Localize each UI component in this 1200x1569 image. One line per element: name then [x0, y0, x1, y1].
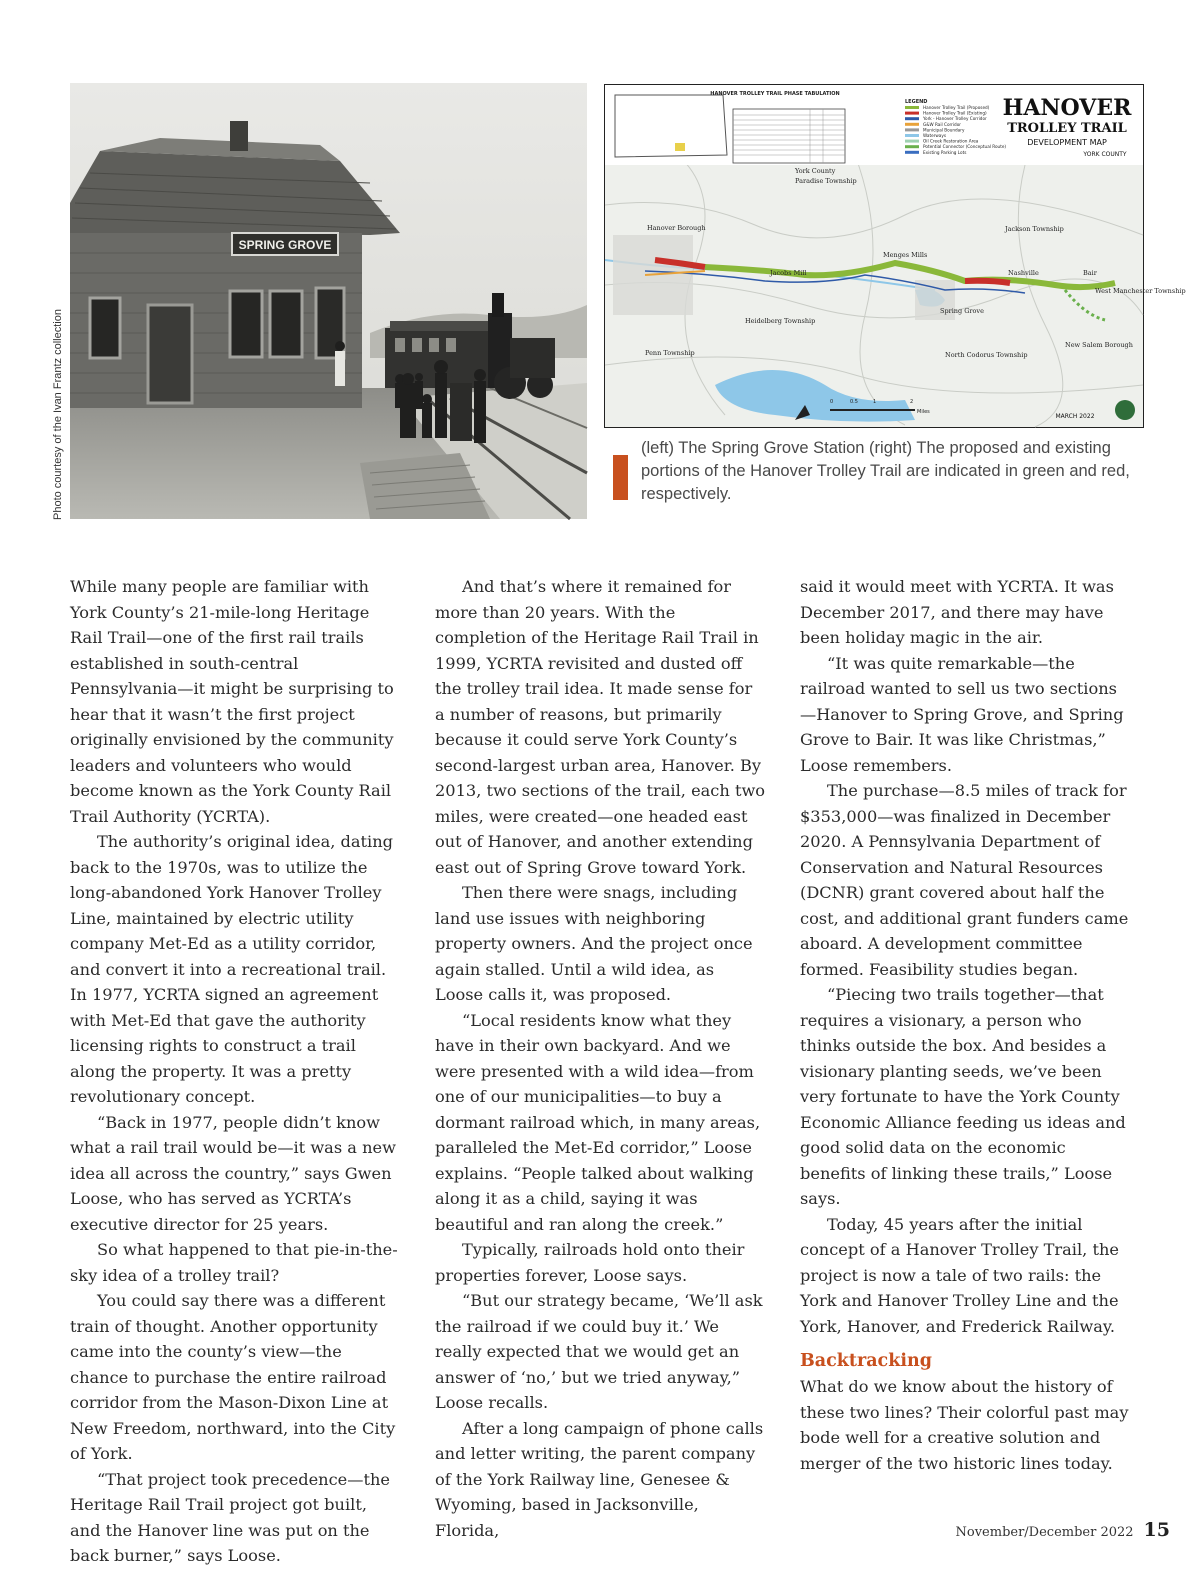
- legend-label: Oil Creek Restoration Area: [923, 138, 979, 144]
- map-place-label: Penn Township: [645, 349, 695, 357]
- paragraph: After a long campaign of phone calls and letter writing, the parent company of the York Railway line, Genesee & Wyoming, based in Jacksonville, Florida,: [435, 1418, 764, 1540]
- paragraph: Then there were snags, including land use issues with neighboring property owners. And the project once again stalled. Until a wild idea, as Loose calls it, was proposed.: [435, 883, 753, 1004]
- svg-text:2: 2: [910, 399, 914, 405]
- paragraph: So what happened to that pie-in-the-sky idea of a trolley trail?: [70, 1240, 398, 1285]
- article-column-2: [435, 574, 767, 1543]
- spring-grove-station-photo: [70, 83, 587, 519]
- paragraph: What do we know about the history of these two lines? Their colorful past may bode well for a creative solution and merger of the two historic lines today.: [800, 1377, 1129, 1473]
- paragraph: “But our strategy became, ‘We’ll ask the railroad if we could buy it.’ We really expected that we would get an answer of ‘no,’ but we tried anyway,” Loose recalls.: [435, 1291, 763, 1412]
- article-column-1: [70, 574, 402, 1569]
- legend-label: Hanover Trolley Trail (Existing): [923, 110, 987, 116]
- paragraph: said it would meet with YCRTA. It was December 2017, and there may have been holiday magic in the air.: [800, 577, 1114, 647]
- caption-accent-bar: [613, 455, 628, 500]
- legend-label: York - Hanover Trolley Corridor: [923, 116, 987, 122]
- legend-swatch: [905, 151, 919, 154]
- page-number: 15: [1143, 1519, 1170, 1541]
- legend-label: Hanover Trolley Trail (Proposed): [923, 105, 990, 110]
- photo-caption: (left) The Spring Grove Station (right) The proposed and existing portions of the Hanover Trolley Trail are indicated in green and red, respectively.: [641, 439, 1130, 503]
- trail-development-map: [604, 84, 1186, 428]
- legend-label: Potential Connector (Conceptual Route): [923, 144, 1007, 150]
- map-place-label: Jacobs Mill: [770, 269, 807, 277]
- map-legend-title: LEGEND: [905, 99, 928, 105]
- legend-swatch: [905, 140, 919, 143]
- map-subtitle: DEVELOPMENT MAP: [1027, 138, 1107, 147]
- photo-credit: Photo courtesy of the Ivan Frantz collection: [52, 309, 64, 520]
- paragraph: The purchase—8.5 miles of track for $353,000—was finalized in December 2020. A Pennsylvania Department of Conservation and Natural Resources (DCNR) grant covered about half the cost, and additional grant funders came aboard. A development committee formed. Feasibility studies began.: [800, 781, 1129, 979]
- map-place-label: New Salem Borough: [1065, 341, 1133, 349]
- paragraph: Typically, railroads hold onto their properties forever, Loose says.: [435, 1240, 745, 1285]
- legend-swatch: [905, 123, 919, 126]
- paragraph: “Piecing two trails together—that requires a visionary, a person who thinks outside the box. And besides a visionary planting seeds, we’ve been very fortunate to have the York County Economic Alliance feeding us ideas and good solid data on the economic benefits of linking these trails,” Loose says.: [800, 985, 1126, 1208]
- legend-label: Waterways: [923, 133, 947, 138]
- paragraph: “That project took precedence—the Heritage Rail Trail project got built, and the Hanover line was put on the back burner,” says Loose.: [70, 1469, 390, 1565]
- issue-label: November/December 2022: [955, 1525, 1134, 1540]
- legend-label: G&W Rail Corridor: [923, 121, 961, 127]
- legend-swatch: [905, 106, 919, 109]
- map-title-1: HANOVER: [1002, 95, 1132, 121]
- map-place-label: Paradise Township: [795, 177, 857, 185]
- map-place-label: Jackson Township: [1005, 225, 1064, 233]
- trail-existing-spring-grove: [965, 281, 1010, 283]
- legend-swatch: [905, 134, 919, 137]
- legend-swatch: [905, 145, 919, 148]
- section-heading: Backtracking: [800, 1351, 932, 1371]
- map-place-label: Nashville: [1008, 269, 1039, 277]
- paragraph: Today, 45 years after the initial concept of a Hanover Trolley Trail, the project is now a tale of two rails: the York and Hanover Trolley Line and the York, Hanover, and Frederick Railway.: [800, 1214, 1119, 1336]
- paragraph: “Back in 1977, people didn’t know what a rail trail would be—it was a new idea all across the country,” says Gwen Loose, who has served as YCRTA’s executive director for 25 years.: [70, 1112, 396, 1234]
- map-place-label: North Codorus Township: [945, 351, 1028, 359]
- paragraph: “Local residents know what they have in their own backyard. And we were presented with a wild idea—from one of our municipalities—to buy a dormant railroad which, in many areas, paralleled the Met-Ed corridor,” Loose explains. “People talked about walking along it as a child, saying it was beautiful and ran along the creek.”: [435, 1010, 761, 1234]
- legend-swatch: [905, 117, 919, 120]
- map-place-label: Hanover Borough: [647, 224, 706, 232]
- paragraph: And that’s where it remained for more than 20 years. With the completion of the Heritage Rail Trail in 1999, YCRTA revisited and dusted off the trolley trail idea. It made sense for a number of reasons, but primarily because it could serve York County’s second-largest urban area, Hanover. By 2013, two sections of the trail, each two miles, were created—one headed east out of Hanover, and another extending east out of Spring Grove toward York.: [435, 577, 766, 877]
- map-place-label: Bair: [1083, 269, 1097, 277]
- page-footer: [956, 1519, 1171, 1541]
- map-table-title: HANOVER TROLLEY TRAIL PHASE TABULATION: [710, 91, 840, 97]
- map-place-label: Spring Grove: [940, 307, 984, 315]
- article-column-3: [800, 574, 1132, 1476]
- svg-text:1: 1: [873, 399, 877, 405]
- paragraph: While many people are familiar with York County’s 21-mile-long Heritage Rail Trail—one of the first rail trails established in south-central Pennsylvania—it might be surprising to hear that it wasn’t the first project originally envisioned by the community leaders and volunteers who would become known as the York County Rail Trail Authority (YCRTA).: [70, 577, 394, 826]
- svg-text:Miles: Miles: [917, 409, 930, 415]
- seal-icon: [1115, 400, 1135, 420]
- map-title-2: TROLLEY TRAIL: [1007, 121, 1127, 136]
- map-place-label: York County: [795, 167, 836, 175]
- map-county: YORK COUNTY: [1083, 151, 1127, 158]
- legend-swatch: [905, 128, 919, 131]
- paragraph: “It was quite remarkable—the railroad wanted to sell us two sections—Hanover to Spring Grove, and Spring Grove to Bair. It was like Christmas,” Loose remembers.: [800, 653, 1124, 775]
- station-sign: SPRING GROVE: [238, 238, 332, 252]
- map-date: MARCH 2022: [1055, 413, 1095, 420]
- paragraph: You could say there was a different train of thought. Another opportunity came into the county’s view—the chance to purchase the entire railroad corridor from the Mason-Dixon Line at New Freedom, northward, into the City of York.: [70, 1291, 396, 1463]
- legend-swatch: [905, 112, 919, 115]
- svg-text:0: 0: [830, 399, 834, 405]
- svg-text:0.5: 0.5: [850, 399, 858, 405]
- map-place-label: West Manchester Township: [1095, 287, 1186, 295]
- legend-label: Existing Parking Lots: [923, 149, 967, 155]
- map-place-label: Heidelberg Township: [745, 317, 816, 325]
- legend-label: Municipal Boundary: [923, 127, 965, 133]
- paragraph: The authority’s original idea, dating back to the 1970s, was to utilize the long-abandoned York Hanover Trolley Line, maintained by electric utility company Met-Ed as a utility corridor, and convert it into a recreational trail. In 1977, YCRTA signed an agreement with Met-Ed that gave the authority licensing rights to construct a trail along the property. It was a pretty revolutionary concept.: [70, 832, 394, 1106]
- map-place-label: Menges Mills: [883, 251, 928, 259]
